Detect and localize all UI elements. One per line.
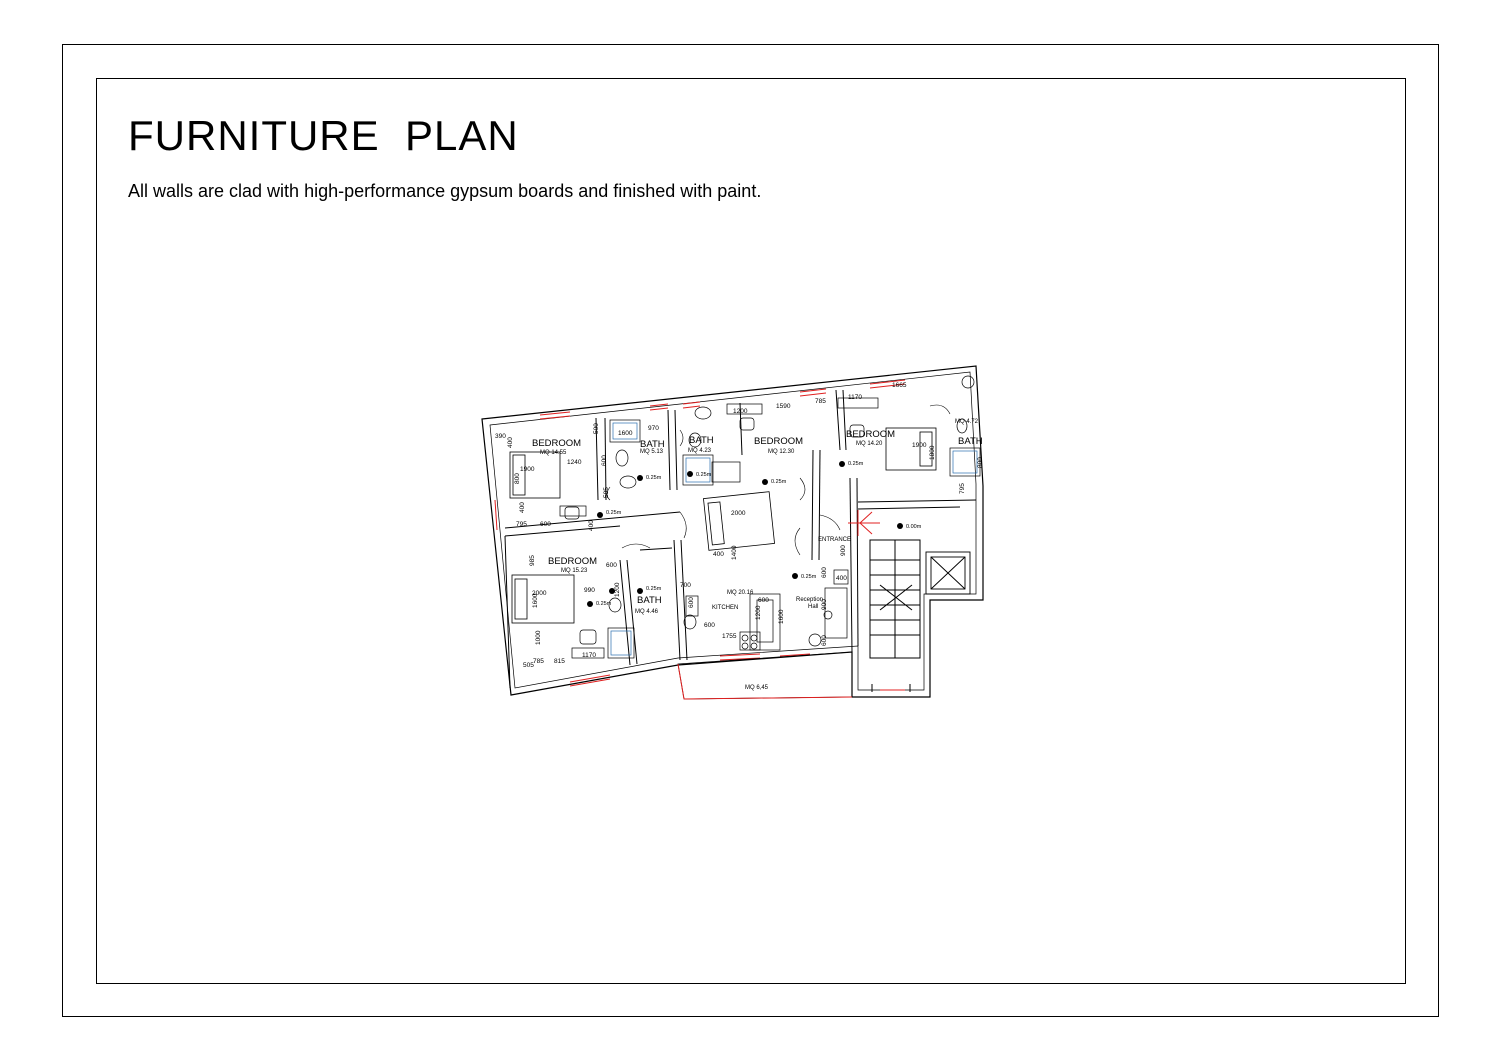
room-name: ENTRANCE <box>818 537 852 543</box>
dimension-label: 1400 <box>731 545 738 560</box>
beds <box>510 428 936 623</box>
level-marker <box>792 573 817 580</box>
dimension-label: 1200 <box>755 605 762 620</box>
dimension-label: 1590 <box>776 403 791 410</box>
room-area: MQ 20.16 <box>727 590 754 596</box>
level-marker <box>597 510 622 518</box>
dimension-label: 600 <box>540 521 551 528</box>
level-marker <box>637 586 662 594</box>
dimension-label: 1800 <box>929 445 936 460</box>
dimension-label: 400 <box>713 551 724 558</box>
dimension-label: 600 <box>688 597 695 608</box>
room-area: MQ 4.72 <box>955 419 979 425</box>
dimension-label: 700 <box>680 582 691 589</box>
dimension-label: 600 <box>821 567 828 578</box>
svg-text:0.25m: 0.25m <box>606 510 622 516</box>
svg-text:0.25m: 0.25m <box>696 472 712 478</box>
dimension-label: 1900 <box>912 442 927 449</box>
dimension-label: 600 <box>821 635 828 646</box>
svg-text:0.00m: 0.00m <box>906 524 922 530</box>
room-area: MQ 14.20 <box>856 441 883 447</box>
dimension-label: 795 <box>516 521 527 528</box>
dimension-label: 400 <box>507 437 514 448</box>
svg-text:0.25m: 0.25m <box>596 601 612 607</box>
dimension-label: 1600 <box>532 593 539 608</box>
room-name: Reception <box>796 597 824 603</box>
dimension-label: 1170 <box>582 652 596 659</box>
dimension-label: 400 <box>588 520 595 531</box>
furniture <box>560 398 878 658</box>
svg-text:0.25m: 0.25m <box>801 574 817 580</box>
dimension-label: 400 <box>836 575 847 582</box>
dimension-label: 1755 <box>722 633 737 640</box>
svg-text:0.25m: 0.25m <box>646 586 662 592</box>
bed-north <box>703 492 774 551</box>
dimension-label: 600 <box>606 562 617 569</box>
window-markers <box>495 380 905 690</box>
level-marker <box>897 523 922 530</box>
entrance-arrow-icon <box>848 510 880 536</box>
svg-text:0.25m: 0.25m <box>771 479 787 485</box>
room-name: BEDROOM <box>846 429 896 440</box>
dimension-label: 600 <box>704 622 715 629</box>
dimension-label: 1600 <box>618 430 633 437</box>
room-area: MQ 15.23 <box>561 568 588 574</box>
bed-sw <box>512 575 574 623</box>
dimension-label: 1200 <box>614 582 621 597</box>
dimension-label: 785 <box>533 658 544 665</box>
level-marker <box>587 601 612 607</box>
room-name: KITCHEN <box>712 605 739 611</box>
dimension-label: 985 <box>529 555 536 566</box>
dimension-label: 1000 <box>535 630 542 645</box>
svg-text:0.25m: 0.25m <box>646 475 662 481</box>
dimension-label: 500 <box>593 423 600 434</box>
drawing-title: FURNITURE PLAN <box>128 112 519 159</box>
dimension-label: 585 <box>603 487 610 498</box>
room-name: BATH <box>637 595 662 606</box>
dimension-label: 815 <box>554 658 565 665</box>
dimension-label: 1665 <box>892 382 907 389</box>
room-name: BEDROOM <box>532 438 582 449</box>
room-area: MQ 12.30 <box>768 449 795 455</box>
room-area: MQ 4.23 <box>688 448 712 454</box>
room-area: MQ 5.13 <box>640 449 664 455</box>
dimension-label: 1900 <box>520 466 535 473</box>
drawing-note: All walls are clad with high-performance gypsum boards and finished with paint. <box>128 181 762 201</box>
dimension-label: 900 <box>821 599 828 610</box>
dimension-label: 795 <box>959 483 966 494</box>
dimension-label: 900 <box>840 545 847 556</box>
dimension-label: 400 <box>519 502 526 513</box>
dimension-label: 2000 <box>731 510 746 517</box>
dimension-label: 2000 <box>532 590 547 597</box>
room-area: MQ 4.46 <box>635 609 659 615</box>
interior-walls <box>505 390 976 692</box>
dimension-label: 390 <box>495 433 506 440</box>
dimension-label: 1240 <box>567 459 582 466</box>
room-name: BEDROOM <box>754 436 804 447</box>
room-name: BATH <box>958 436 983 447</box>
level-marker <box>762 479 787 485</box>
room-name: BATH <box>689 435 714 446</box>
room-name: BEDROOM <box>548 556 598 567</box>
dimension-label: 800 <box>514 473 521 484</box>
dimension-label: 990 <box>584 587 595 594</box>
room-area: MQ 14.55 <box>540 450 567 456</box>
dimension-label: 1170 <box>848 394 862 401</box>
room-name: Hall <box>808 604 819 610</box>
dimension-label: 970 <box>648 425 659 432</box>
level-marker <box>839 461 864 467</box>
dimension-label: 600 <box>601 455 608 466</box>
level-marker <box>687 471 712 478</box>
room-name: BATH <box>640 439 665 450</box>
dimension-label: 505 <box>523 662 534 669</box>
dimension-label: 785 <box>815 398 826 405</box>
dimension-label: 800 <box>977 457 984 468</box>
level-marker <box>637 475 662 481</box>
elevator-icon <box>926 552 970 594</box>
dimension-label: 1600 <box>778 609 785 624</box>
dimension-label: 600 <box>758 597 769 604</box>
dimension-label: 1200 <box>733 408 748 415</box>
svg-text:0.25m: 0.25m <box>848 461 864 467</box>
balcony-area: MQ 6,45 <box>745 685 769 691</box>
